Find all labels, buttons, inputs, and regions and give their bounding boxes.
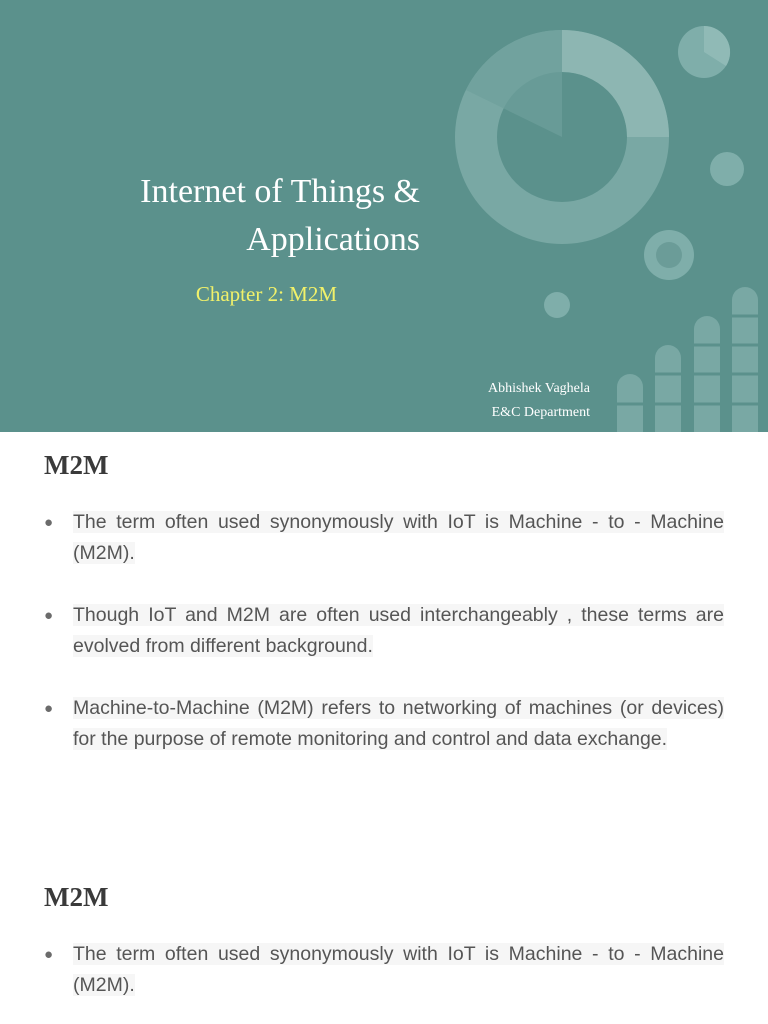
bullet-item: [44, 507, 724, 569]
bullet-dot-icon: ●: [44, 700, 54, 717]
bullet-text: The term often used synonymously with IoT is Machine - to - Machine (M2M).: [73, 943, 724, 996]
department-name: E&C Department: [491, 405, 590, 420]
slide-heading: M2M: [44, 882, 109, 912]
bullet-item: [44, 600, 724, 662]
circle-mid-right: [710, 152, 744, 186]
slide-heading: M2M: [44, 450, 109, 480]
content-slide-m2m-repeat: [0, 864, 768, 1024]
author-block: [380, 377, 590, 425]
slide-title: [40, 168, 420, 264]
title-line-1: Internet of Things &: [140, 173, 420, 210]
bullet-dot-icon: ●: [44, 514, 54, 531]
bullet-item: [44, 693, 724, 755]
bullet-dot-icon: ●: [44, 607, 54, 624]
author-name: Abhishek Vaghela: [488, 381, 590, 396]
bar-2: [655, 345, 681, 432]
bullet-text: The term often used synonymously with IoT is Machine - to - Machine (M2M).: [73, 511, 724, 564]
bullet-dot-icon: ●: [44, 946, 54, 963]
bar-4: [732, 287, 758, 432]
circle-donut-small-inner: [656, 242, 682, 268]
bullet-item: [44, 939, 724, 1001]
bullet-text: Though IoT and M2M are often used interchangeably , these terms are evolved from different background.: [73, 604, 724, 657]
chapter-subtitle: Chapter 2: M2M: [195, 282, 337, 306]
content-slide-m2m: [0, 432, 768, 864]
title-slide: [0, 0, 768, 432]
circle-dot: [544, 292, 570, 318]
bullet-list: [44, 939, 724, 1024]
donut-highlight: [562, 30, 669, 137]
bullet-list: [44, 507, 724, 786]
title-line-2: Applications: [246, 221, 420, 258]
bullet-text: Machine-to-Machine (M2M) refers to networking of machines (or devices) for the purpose of remote monitoring and control and data exchange.: [73, 697, 724, 750]
